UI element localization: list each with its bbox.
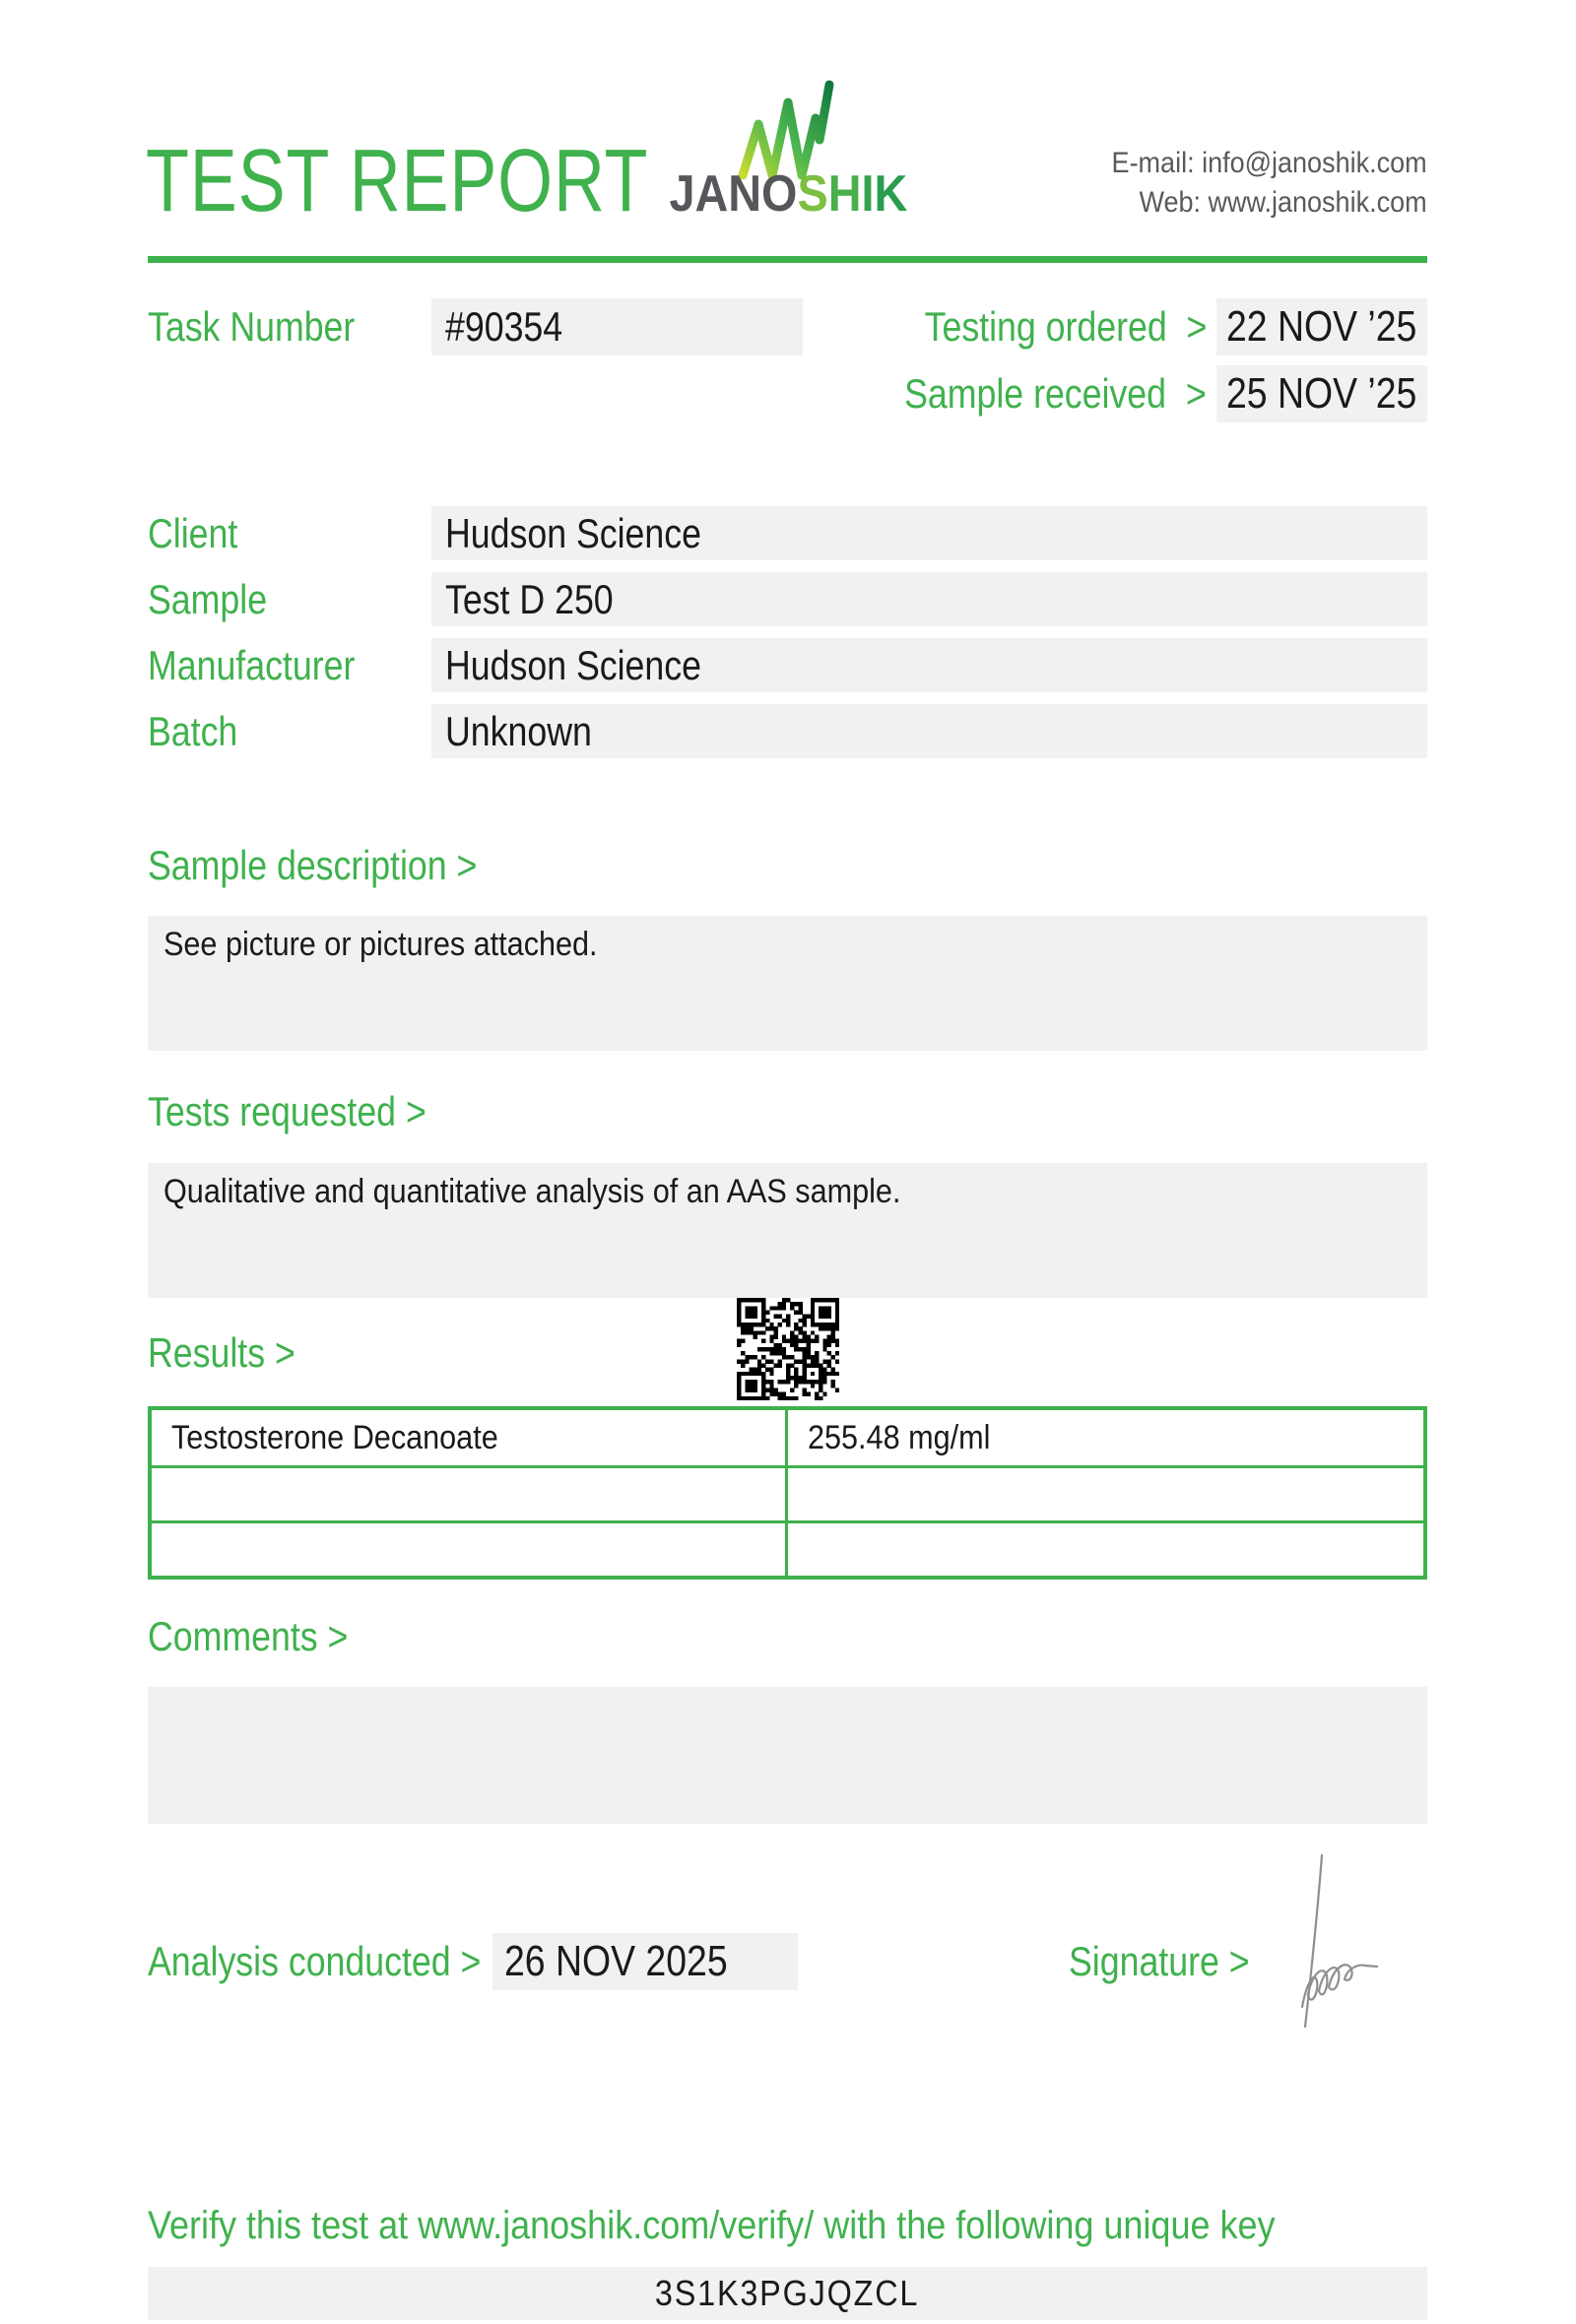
sample-received-label: Sample received > [904,370,1207,417]
result-value-cell [785,1465,1423,1520]
chevron-right-icon: > [1186,370,1207,417]
signature-image [1298,1847,1397,2034]
sample-description-heading: Sample description > [148,842,478,888]
manufacturer-label: Manufacturer [148,641,356,688]
analysis-conducted-value: 26 NOV 2025 [492,1933,798,1990]
comments-heading: Comments > [148,1613,349,1659]
result-name-cell [152,1520,785,1576]
contact-email-line: E-mail: info@janoshik.com [1111,147,1427,179]
sample-label: Sample [148,575,268,622]
batch-label: Batch [148,707,238,754]
task-number-label: Task Number [148,303,356,350]
logo-wordmark: JANOSHIK [669,165,907,223]
qr-code [737,1298,839,1400]
signature-label: Signature > [1069,1938,1250,1984]
testing-ordered-label: Testing ordered > [924,303,1207,350]
contact-web-line: Web: www.janoshik.com [1139,186,1427,219]
result-name-cell: Testosterone Decanoate [171,1418,498,1456]
client-value: Hudson Science [431,506,1427,560]
chevron-right-icon: > [1186,303,1207,350]
testing-ordered-value: 22 NOV ’25 [1216,298,1427,355]
result-name-cell [152,1465,785,1520]
tests-requested-box: Qualitative and quantitative analysis of an AAS sample. [148,1163,1427,1298]
page-title: TEST REPORT [146,132,649,230]
verify-instruction: Verify this test at www.janoshik.com/verify/ with the following unique key [148,2204,1276,2247]
client-label: Client [148,509,238,556]
batch-value: Unknown [431,704,1427,758]
results-heading: Results > [148,1329,296,1376]
header-divider [148,256,1427,263]
unique-key-value: 3S1K3PGJQZCL [148,2267,1427,2320]
result-value-cell [785,1520,1423,1576]
sample-description-box: See picture or pictures attached. [148,916,1427,1051]
analysis-conducted-label: Analysis conducted > [148,1938,482,1984]
contact-web: www.janoshik.com [1208,186,1427,219]
manufacturer-value: Hudson Science [431,638,1427,692]
comments-box [148,1687,1427,1824]
sample-received-value: 25 NOV ’25 [1216,365,1427,422]
task-number-value: #90354 [431,298,803,355]
results-table [148,1406,1427,1580]
contact-email: info@janoshik.com [1202,147,1427,179]
sample-value: Test D 250 [431,572,1427,626]
result-value-cell: 255.48 mg/ml [785,1410,1423,1465]
contact-block [1077,144,1427,223]
logo-jano: JANO [669,165,798,223]
tests-requested-heading: Tests requested > [148,1088,427,1134]
